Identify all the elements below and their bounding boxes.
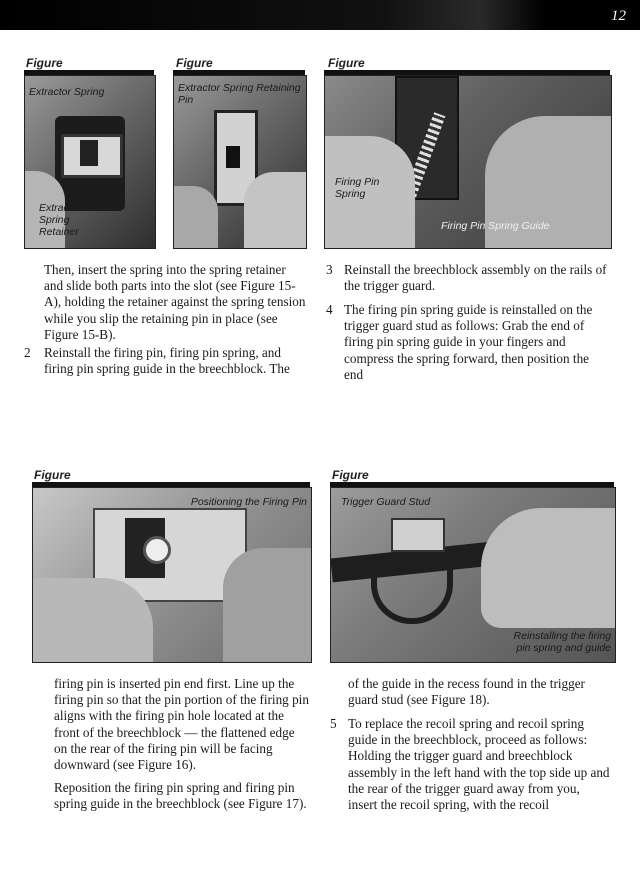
figure-16-label: Figure — [34, 468, 71, 482]
figure-18-callout-stud: Trigger Guard Stud — [341, 496, 431, 508]
right-top-paragraph-4: The firing pin spring guide is reinstalled on the trigger guard stud as follows: Grab the end of firing pin spring guide in your fingers and compress the spring forward, then position the end — [344, 302, 593, 382]
hand-shape — [481, 508, 615, 628]
right-bottom-paragraph-1: of the guide in the recess found in the trigger guard stud (see Figure 18). — [348, 676, 585, 708]
step-number-2: 2 — [24, 345, 31, 360]
trigger-guard-stud-shape — [391, 518, 445, 552]
slot-shape — [80, 140, 98, 166]
finger-shape — [223, 548, 311, 662]
step-number-3: 3 — [326, 262, 333, 277]
step-number-4: 4 — [326, 302, 333, 317]
figure-17-callout-guide: Firing Pin Spring Guide — [441, 220, 550, 232]
left-top-paragraph-2: Reinstall the firing pin, firing pin spring, and firing pin spring guide in the breechblock. The — [44, 345, 290, 377]
figure-15a-photo — [24, 75, 156, 249]
figure-15a-callout-spring: Extractor Spring — [29, 86, 105, 98]
figure-15b-photo — [173, 75, 307, 249]
trigger-guard-loop-shape — [371, 568, 453, 624]
figure-17-callout-spring: Firing Pin Spring — [335, 176, 380, 200]
hand-shape — [33, 578, 153, 662]
pin-slot-shape — [226, 146, 240, 168]
figure-18-callout-reinstalling: Reinstalling the firing pin spring and guide — [513, 630, 611, 654]
step-number-5: 5 — [330, 716, 337, 731]
left-top-paragraph-1: Then, insert the spring into the spring retainer and slide both parts into the slot (see Figure 15-A), holding the retainer against the spring tension while you slip the retaining pin in place (see Figure 15-B). — [44, 262, 306, 342]
figure-16-callout: Positioning the Firing Pin — [190, 496, 307, 508]
right-top-paragraph-3: Reinstall the breechblock assembly on the rails of the trigger guard. — [344, 262, 607, 294]
left-bottom-paragraph-1: firing pin is inserted pin end first. Line up the firing pin so that the pin portion of the firing pin aligns with the firing pin hole located at the front of the breechblock — the flattened edge on the rear of the firing pin will be facing downward (see Figure 16). — [54, 676, 309, 773]
right-bottom-paragraph-5: To replace the recoil spring and recoil spring guide in the breechblock, proceed as follows: Holding the trigger guard and breechblock assembly in the left hand with the top side up and the rear of the trigger guard away from you, insert the recoil spring, with the recoil — [348, 716, 610, 813]
figure-17-photo — [324, 75, 612, 249]
figure-15b-callout-pin: Extractor Spring Retaining Pin — [178, 82, 301, 106]
thumb-shape — [174, 186, 218, 248]
figure-15a-callout-retainer: Extractor Spring Retainer — [39, 202, 82, 238]
firing-pin-hole-shape — [143, 536, 171, 564]
figure-15b-label: Figure — [176, 56, 213, 70]
left-bottom-paragraph-2: Reposition the firing pin spring and firing pin spring guide in the breechblock (see Figure 17). — [54, 780, 307, 812]
figure-17-label: Figure — [328, 56, 365, 70]
page-header-bar — [0, 0, 640, 30]
figure-15a-label: Figure — [26, 56, 63, 70]
finger-shape — [244, 172, 306, 248]
page-number: 12 — [611, 8, 626, 24]
figure-18-photo — [330, 487, 616, 663]
figure-18-label: Figure — [332, 468, 369, 482]
figure-16-photo — [32, 487, 312, 663]
